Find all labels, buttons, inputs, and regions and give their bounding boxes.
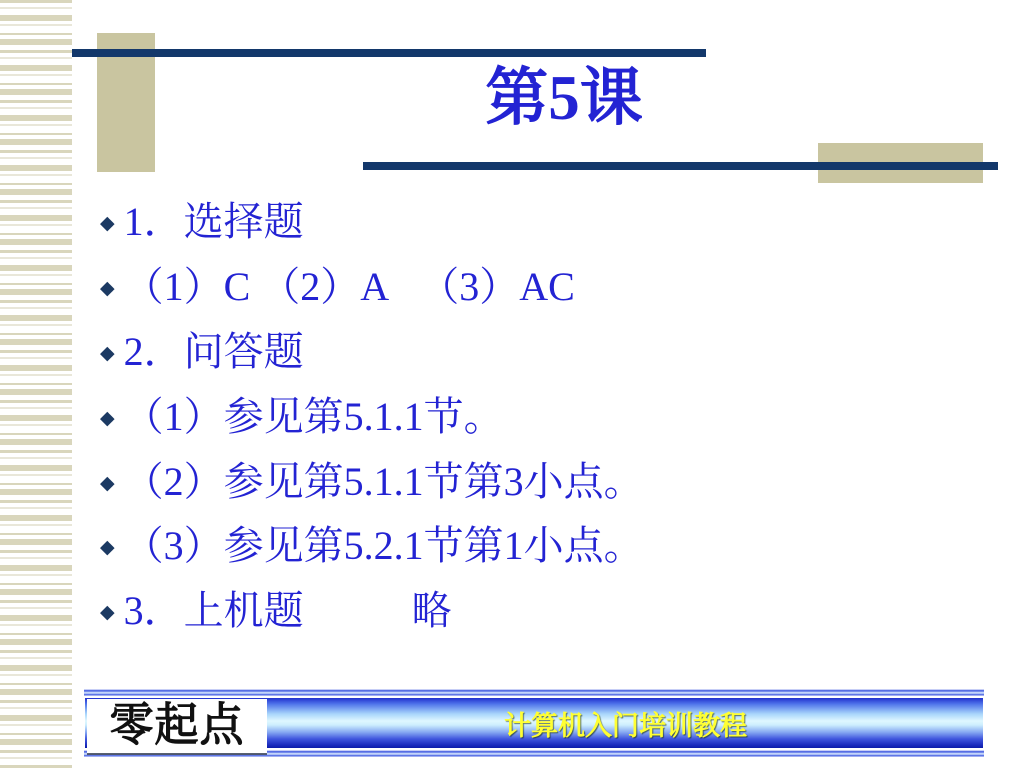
- bullet-text: （3）参见第5.2.1节第1小点。: [123, 523, 644, 569]
- footer-rail-top: [84, 689, 984, 696]
- list-item: [100, 514, 1014, 579]
- diamond-bullet-icon: ◆: [100, 341, 115, 364]
- diamond-bullet-icon: ◆: [100, 536, 115, 559]
- title-rule-upper: [72, 49, 706, 57]
- bullet-text: （1）参见第5.1.1节。: [123, 393, 504, 439]
- list-item: [100, 579, 1014, 644]
- brand-logo-text: 零起点: [109, 699, 245, 752]
- bullet-text: 3．上机题: [123, 588, 304, 634]
- bullet-text: （2）参见第5.1.1节第3小点。: [123, 458, 644, 504]
- list-item: [100, 320, 1014, 385]
- bullet-text-suffix: 略: [411, 588, 452, 634]
- list-item: [100, 384, 1014, 449]
- course-caption: 计算机入门培训教程: [504, 710, 747, 741]
- footer-banner: [84, 689, 984, 757]
- diamond-bullet-icon: ◆: [100, 406, 115, 429]
- bullet-text: 2．问答题: [123, 328, 304, 374]
- diamond-bullet-icon: ◆: [100, 601, 115, 624]
- diamond-bullet-icon: ◆: [100, 471, 115, 494]
- brand-logo: [87, 699, 267, 753]
- list-item: [100, 190, 1014, 255]
- answer-list: [100, 190, 1014, 644]
- diamond-bullet-icon: ◆: [100, 277, 115, 300]
- left-stripe-decoration: [0, 0, 72, 768]
- bullet-text: 1．选择题: [123, 199, 304, 245]
- bullet-text-suffix: （3）AC: [419, 264, 575, 310]
- diamond-bullet-icon: ◆: [100, 212, 115, 235]
- list-item: [100, 255, 1014, 320]
- slide-title: 第5课: [485, 63, 643, 133]
- bullet-text: （1）C （2）A: [123, 264, 390, 310]
- title-rule-lower: [363, 162, 998, 170]
- list-item: [100, 449, 1014, 514]
